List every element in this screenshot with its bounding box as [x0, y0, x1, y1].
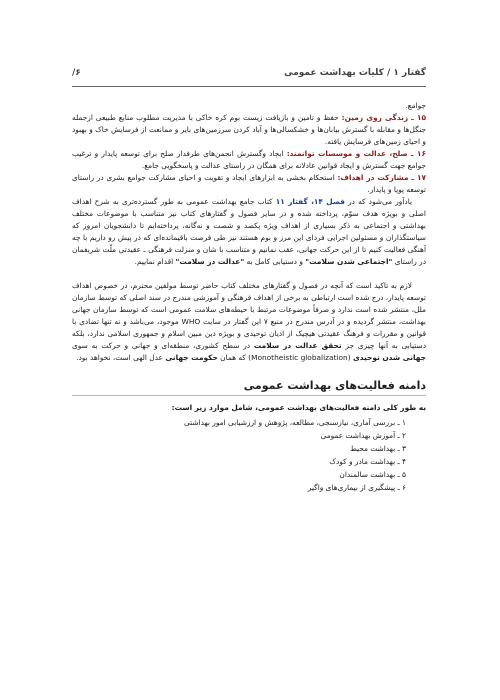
list-item: ۴ ـ بهداشت مادر و کودک — [329, 457, 406, 466]
section-heading: دامنه فعالیت‌های بهداشت عمومی — [72, 380, 426, 396]
list-item: ۵ ـ بهداشت سالمندان — [339, 470, 406, 479]
list-item: ۲ ـ آموزش بهداشت عمومی — [320, 431, 406, 440]
goal-item-17: ۱۷ ـ مشارکت در اهداف: استحکام بخشی به ابزارهای ایجاد و تقویت و احیای مشارکت جوامع بشری در راستای توسعه پویا و پایدار. — [72, 173, 426, 194]
section-intro: به طور کلی دامنه فعالیت‌های بهداشت عمومی، شامل موارد زیر است: — [171, 403, 426, 412]
paragraph-reminder: یادآور می‌شود که در فصل ۱۴، گفتار ۱۱ کتاب جامع بهداشت عمومی به طور گسترده‌تری به شرح اهداف اصلی و بویژه هدف سوّم، پرداخته شده و در سایر فصول و گفتارهای کتاب نیز متناسب با موضوعات مختلف بهداشتی و اجتماعی به ذکر بسیاری از اهداف ویژه پکصد و شصت و نه‌گانه، پرداخته‌ایم تا دانشجویان امروز که سیاستگذاران و مسئولین اجرایی فردای این مرز و بوم هستند نیز طی فرصت باقیمانده‌ای که در پیش رو داریم با چه آهنگی فعالیت کنیم تا از این حرکت جهانی، عقب نمانیم و متناسب با شان و منزلت فرهنگی ـ عقیدتی ملّت شریفمان در راستای "اجتماعی شدن سلامت" و دستیابی کامل به "عدالت در سلامت" اقدام نماییم. — [72, 197, 426, 266]
page-body — [72, 100, 426, 494]
goal-label: ۱۵ ـ زندگی روی زمین: — [341, 113, 427, 122]
chapter-reference-link: فصل ۱۴، گفتار ۱۱ — [275, 197, 345, 206]
list-item: ۶ ـ پیشگیری از بیماری‌های واگیر — [307, 483, 406, 492]
goal-item-15: ۱۵ ـ زندگی روی زمین: حفظ و تامین و بازیافت زیست بوم کره خاکی با مدیریت مطلوب منابع طبیعی ازجمله جنگل‌ها و مقابله با گسترش بیابان‌ها و خشکسالی‌ها و آباد کردن سرزمین‌های بایر و ممانعت از فرسایش خاک و بهبود و احیای زمین‌های فرسایش یافته. — [72, 113, 427, 146]
activity-list — [72, 416, 406, 494]
chapter-title: گفتار ۱ / کلیات بهداشت عمومی — [284, 68, 426, 78]
goal-item-16: ۱۶ ـ صلح، عدالت و موسسات توانمند: ایجاد وگسترش انجمن‌های طرفدار صلح برای توسعه پایدار و ترغیب جوامع جهت گسترش و ایجاد قوانین عادلانه برای همگان در راستای عدالت و پاسخگویی جامع. — [72, 149, 426, 170]
page-number: ۶/ — [72, 68, 81, 78]
header-rule — [72, 86, 426, 87]
list-item: ۱ ـ بررسی آماری، نیازسنجی، مطالعه، پژوهش و ارزشیابی امور بهداشتی — [183, 418, 406, 427]
paragraph-continuation: جوامع. — [405, 101, 426, 110]
paragraph-emphasis: لازم به تاکید است که آنچه در فصول و گفتارهای مختلف کتاب حاضر توسط مولفین محترم، در خصوص اهداف توسعه پایدار، درج شده است ارتباطی به برخی از اهداف فرهنگی و آموزشی مندرج در سند اصلی که توسط سازمان ملل، منتشر شده است ندارد و صرفاً موضوعات مرتبط با حیطه‌های سلامت عمومی است که توسط سازمان جهانی بهداشت، منتشر گردیده و در آدرس مندرج در منبع ۷ این گفتار در سایت WHO موجود، می‌باشد و نه تنها تضادی با قوانین و مقررات و فرهنگ عقیدتی هیچیک از ادیان توحیدی و بویژه دین مبین اسلام و جمهوری اسلامی ندارد، بلکه دستیابی به آنها چیزی جز تحقق عدالت در سلامت در سطح کشوری، منطقه‌ای و جهانی و حرکت به سوی جهانی شدن توحیدی (Monotheistic globalization) که همان حکومت جهانی عدل الهی است، نخواهد بود. — [72, 281, 426, 362]
goal-label: ۱۶ ـ صلح، عدالت و موسسات توانمند: — [286, 149, 426, 158]
goal-label: ۱۷ ـ مشارکت در اهداف: — [337, 173, 426, 182]
page-header — [72, 68, 426, 84]
list-item: ۳ ـ بهداشت محیط — [349, 444, 406, 453]
